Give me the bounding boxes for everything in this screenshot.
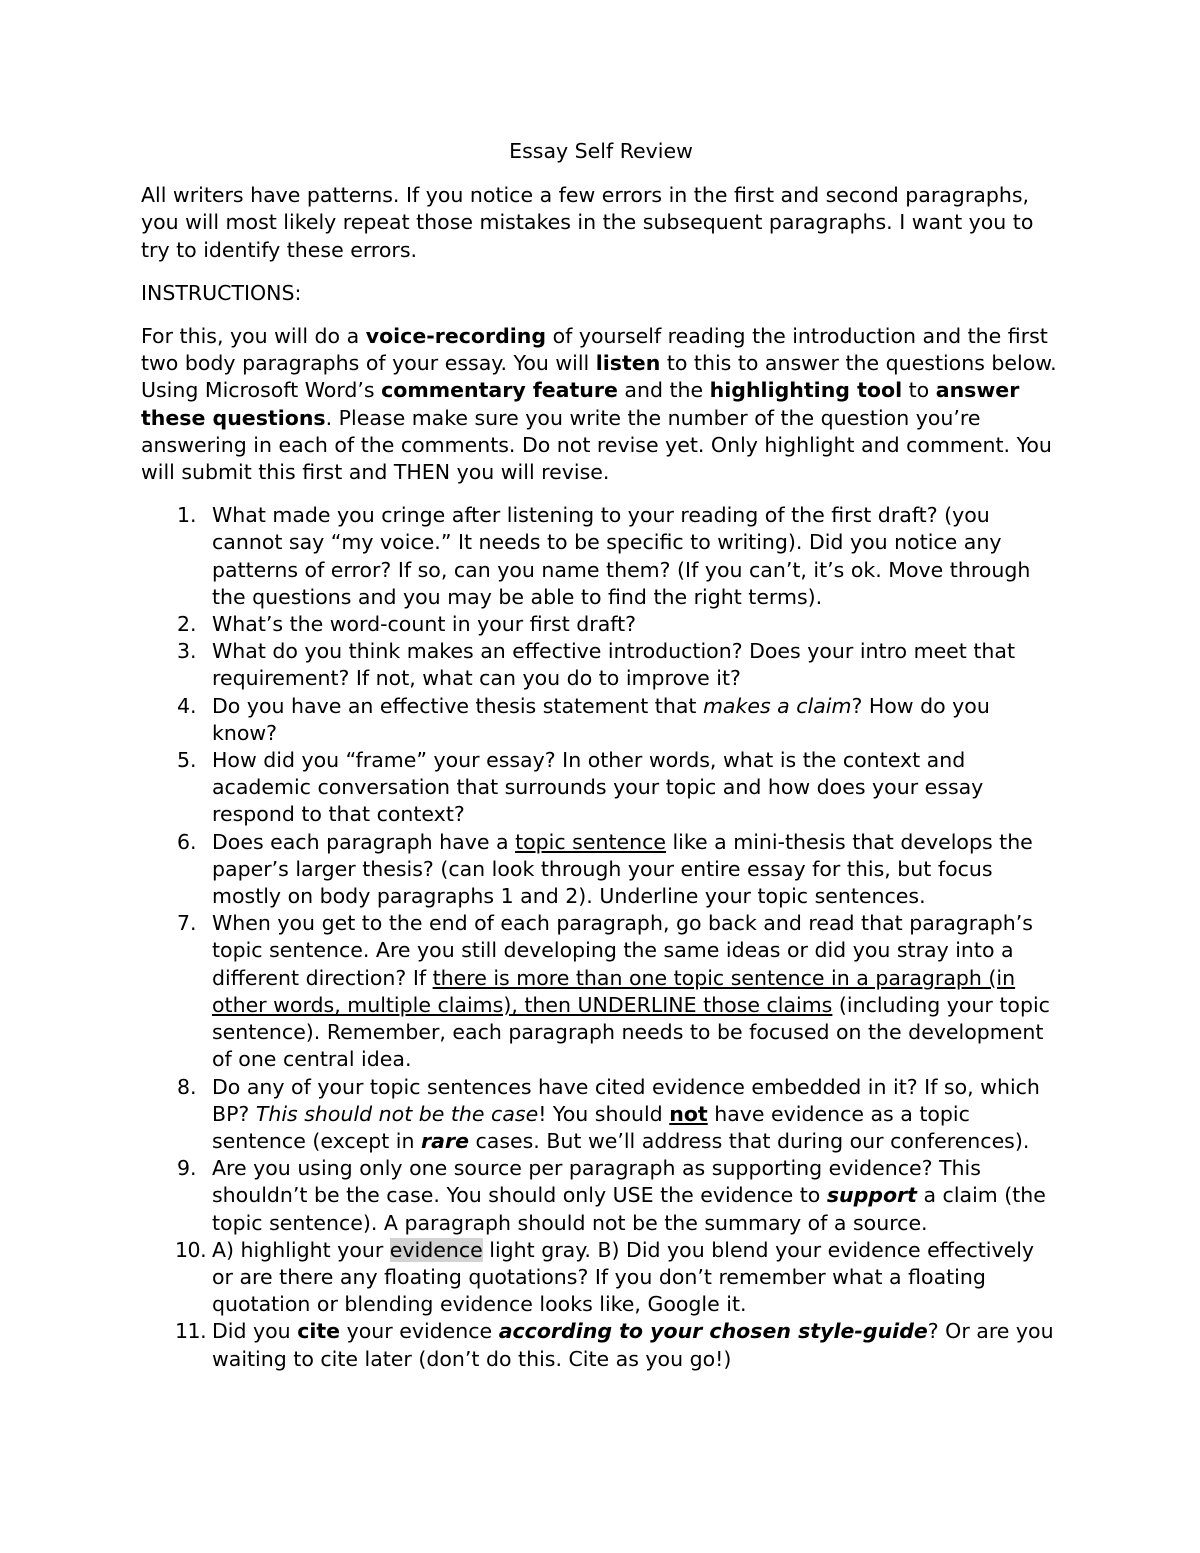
- question-italic: according to your chosen style-guide: [498, 1319, 928, 1344]
- question-text-part: Do any of your topic sentences have cited evidence embedded in it? If so, which BP?: [212, 1074, 1040, 1126]
- question-text-part: When you get to the end of each paragraph, go back and read that paragraph’s topic sentence. Are you still developing the same ideas or did you stray into a different direction? If: [212, 911, 1033, 990]
- question-text-part: Does each paragraph have a: [212, 829, 516, 854]
- question-text-part: ? How do you know?: [212, 693, 990, 745]
- question-number: 6.: [177, 829, 197, 854]
- question-item: [141, 1318, 1061, 1372]
- document-title: Essay Self Review: [509, 139, 693, 163]
- question-number: 3.: [177, 639, 197, 664]
- question-text-part: Did you: [212, 1319, 298, 1344]
- highlighted-text: evidence: [389, 1237, 483, 1262]
- question-text: What made you cringe after listening to your reading of the first draft? (you cannot say “my voice.” It needs to be specific to writing). Did you notice any patterns of error? If so, can you name them? (If you can’t, it’s ok. Move through the questions and you may be able to find the right terms).: [212, 503, 1031, 609]
- question-item: [141, 910, 1061, 1073]
- question-number: 1.: [177, 503, 197, 528]
- question-text-part: your evidence: [340, 1319, 499, 1344]
- question-italic: support: [826, 1183, 917, 1208]
- instructions-bold-listen: listen: [595, 351, 661, 376]
- instructions-paragraph: [141, 323, 1061, 486]
- question-bold-underlined-text: [669, 1102, 707, 1126]
- questions-list: [141, 502, 1061, 1373]
- question-text-part: like a mini-thesis that develops the paper’s larger thesis? (can look through your entire essay for this, but focus mostly on body paragraphs 1 and 2). Underline your topic sentences.: [212, 829, 1033, 909]
- question-text-part: cases. But we’ll address that during our conferences).: [468, 1128, 1030, 1153]
- instructions-bold-highlighting-tool: highlighting tool: [709, 378, 903, 403]
- question-number: 4.: [177, 693, 197, 718]
- question-text: How did you “frame” your essay? In other words, what is the context and academic conversation that surrounds your topic and how does your essay respond to that context?: [212, 748, 984, 827]
- question-number: 2.: [177, 612, 197, 637]
- instructions-text-1: For this, you will do a: [141, 324, 366, 349]
- question-item: [141, 1155, 1061, 1237]
- question-item: [141, 747, 1061, 829]
- question-underlined-text: there is more than one topic sentence in a paragraph (in other words, multiple claims), then UNDERLINE those claims: [212, 965, 1016, 1017]
- question-number: 7.: [177, 911, 197, 936]
- question-italic: rare: [421, 1128, 469, 1153]
- question-bold-italic-text: [827, 1183, 917, 1207]
- instructions-text-4: and the: [617, 378, 710, 403]
- question-text-part: (including your topic sentence). Remember, each paragraph needs to be focused on the development of one central idea.: [212, 992, 1050, 1072]
- question-text-part: Are you using only one source per paragraph as supporting evidence? This shouldn’t be the case. You should only USE the evidence to: [212, 1156, 981, 1208]
- question-item: [141, 1237, 1061, 1319]
- question-text-part: Do you have an effective thesis statement that: [212, 693, 703, 718]
- instructions-bold-voice-recording: voice-recording: [365, 324, 547, 349]
- question-underlined-text: topic sentence: [515, 829, 666, 854]
- question-item: [141, 1074, 1061, 1156]
- question-text-part: A) highlight your: [212, 1237, 390, 1262]
- question-text-part: have evidence as a topic sentence (except in: [212, 1101, 970, 1153]
- document-page: [141, 138, 1061, 1373]
- intro-paragraph: All writers have patterns. If you notice a few errors in the first and second paragraphs, you will most likely repeat those mistakes in the subsequent paragraphs. I want you to try to identify these errors.: [141, 183, 1034, 262]
- instructions-text-5: to: [902, 378, 936, 403]
- question-text-part: ! You should: [538, 1101, 670, 1126]
- question-underline: not: [669, 1101, 708, 1126]
- question-text: What do you think makes an effective introduction? Does your intro meet that requirement? If not, what can you do to improve it?: [212, 639, 1015, 691]
- question-item: [141, 829, 1061, 911]
- instructions-bold-commentary-feature: commentary feature: [381, 378, 618, 403]
- question-number: 9.: [177, 1156, 197, 1181]
- question-italic-text: This should not be the case: [255, 1101, 539, 1126]
- question-number: 5.: [177, 748, 197, 773]
- question-item: [141, 638, 1061, 692]
- question-text-part: ? Or are you waiting to cite later (don’t do this. Cite as you go!): [212, 1319, 1054, 1371]
- question-item: [141, 693, 1061, 747]
- question-text-part: light gray. B) Did you blend your evidence effectively or are there any floating quotations? If you don’t remember what a floating quotation or blending evidence looks like, Google it.: [212, 1237, 1035, 1317]
- question-bold-text: cite: [297, 1319, 341, 1344]
- instructions-bold-answer-questions: answer these questions: [141, 378, 1020, 430]
- instructions-text-6: . Please make sure you write the number of the question you’re answering in each of the comments. Do not revise yet. Only highlight and comment. You will submit this first and THEN you will revise.: [141, 405, 1052, 485]
- instructions-text-2: of yourself reading the introduction and the first two body paragraphs of your essay. You will: [141, 324, 1048, 376]
- question-item: [141, 502, 1061, 611]
- question-bold-italic-text: [499, 1319, 928, 1343]
- question-number: 10.: [175, 1237, 207, 1262]
- question-number: 11.: [175, 1319, 207, 1344]
- question-text: What’s the word-count in your first draft?: [212, 612, 637, 637]
- question-number: 8.: [177, 1074, 197, 1099]
- instructions-heading: INSTRUCTIONS:: [141, 280, 302, 305]
- question-italic-text: makes a claim: [702, 693, 852, 718]
- instructions-text-3: to this to answer the questions below. Using Microsoft Word’s: [141, 351, 1057, 403]
- question-text-part: a claim (the topic sentence). A paragraph should not be the summary of a source.: [212, 1183, 1046, 1235]
- question-item: [141, 611, 1061, 638]
- question-bold-italic-text: [421, 1129, 469, 1153]
